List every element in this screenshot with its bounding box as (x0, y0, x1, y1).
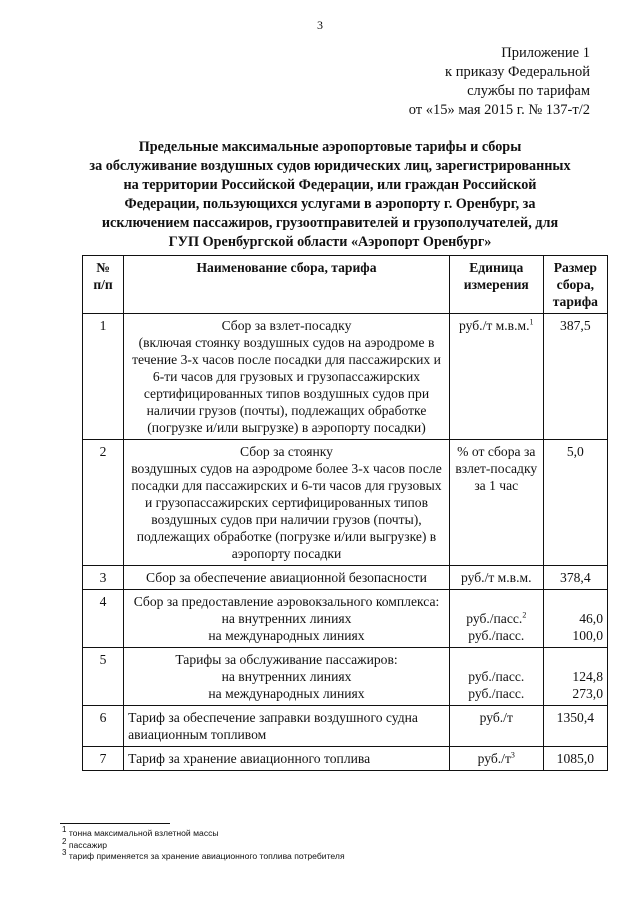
appendix-line: от «15» мая 2015 г. № 137-т/2 (408, 102, 590, 118)
footnote (62, 848, 345, 863)
row-size (543, 648, 607, 706)
table-row (83, 314, 608, 440)
size-value: 100,0 (572, 628, 603, 643)
header-name: Наименование сбора, тарифа (124, 256, 450, 314)
header-num-line: № (96, 260, 110, 275)
row-unit (449, 590, 543, 648)
unit-text: руб./пасс. (468, 628, 525, 643)
table-header-row (83, 256, 608, 314)
footnote-mark: 3 (62, 848, 67, 858)
row-name (124, 648, 450, 706)
header-unit-line: измерения (463, 277, 529, 292)
row-name (124, 440, 450, 566)
title-line: за обслуживание воздушных судов юридических лиц, зарегистрированных (89, 158, 571, 174)
table-row (83, 747, 608, 771)
row-name-head: Сбор за предоставление аэровокзального комплекса: (133, 594, 440, 609)
row-name (124, 314, 450, 440)
row-unit: руб./т м.в.м. (449, 566, 543, 590)
row-name-head: Тарифы за обслуживание пассажиров: (175, 652, 398, 667)
header-size (543, 256, 607, 314)
footnote-mark: 2 (62, 836, 67, 846)
page-number: 3 (317, 18, 323, 32)
table-row (83, 566, 608, 590)
header-size-line: Размер (553, 260, 597, 275)
row-size (543, 590, 607, 648)
row-unit (449, 648, 543, 706)
footnote-text: пассажир (68, 839, 107, 850)
appendix-line: Приложение 1 (501, 45, 590, 61)
title-line: Федерации, пользующихся услугами в аэропорту г. Оренбург, за (124, 196, 536, 212)
unit-text: руб./пасс. (466, 611, 523, 626)
row-num: 5 (83, 648, 124, 706)
footnote-mark: 1 (62, 825, 67, 835)
title-line: исключением пассажиров, грузоотправителей и грузополучателей, для (101, 215, 559, 231)
unit-text: руб./т (477, 751, 511, 766)
sub-row-label: на внутренних линиях (221, 669, 352, 684)
row-unit (449, 314, 543, 440)
row-size: 378,4 (543, 566, 607, 590)
row-num: 7 (83, 747, 124, 771)
row-name-head: Сбор за стоянку (239, 444, 333, 459)
row-unit: % от сбора за взлет-посадку за 1 час (449, 440, 543, 566)
row-name (124, 590, 450, 648)
title-line: ГУП Оренбургской области «Аэропорт Оренбург» (168, 234, 492, 250)
footnote-ref: 1 (529, 317, 534, 327)
row-num: 2 (83, 440, 124, 566)
row-size: 1085,0 (543, 747, 607, 771)
sub-row-label: на международных линиях (208, 686, 365, 701)
row-num: 6 (83, 706, 124, 747)
footnotes (62, 825, 345, 863)
table-row (83, 440, 608, 566)
row-num: 4 (83, 590, 124, 648)
appendix-line: к приказу Федеральной (445, 64, 590, 80)
footnote (62, 825, 345, 840)
sub-row-label: на международных линиях (208, 628, 365, 643)
row-name: Тариф за обеспечение заправки воздушного судна авиационным топливом (124, 706, 450, 747)
row-size: 387,5 (543, 314, 607, 440)
title-line: Предельные максимальные аэропортовые тарифы и сборы (138, 139, 522, 155)
footnote-ref: 2 (522, 610, 527, 620)
footnote-ref: 3 (510, 750, 515, 760)
row-name-body: воздушных судов на аэродроме более 3-х часов после посадки для пассажирских и 6-ти часов для грузовых и грузопассажирских сертифицированных типов воздушных судов при наличии грузов (почты), подлежащих обработке (погрузке и/или выгрузке) в аэропорту посадки (131, 461, 442, 561)
footnote-text: тариф применяется за хранение авиационного топлива потребителя (68, 851, 345, 861)
table-row (83, 590, 608, 648)
footnote (62, 836, 345, 852)
row-num: 3 (83, 566, 124, 590)
size-value: 46,0 (579, 611, 603, 626)
document-title (60, 138, 600, 252)
header-unit-line: Единица (469, 260, 524, 275)
appendix-line: службы по тарифам (467, 83, 590, 99)
unit-text: руб./пасс. (468, 669, 525, 684)
table-row (83, 648, 608, 706)
row-name-head: Сбор за взлет-посадку (221, 318, 352, 333)
row-unit: руб./т (449, 706, 543, 747)
header-size-line: сбора, (556, 277, 595, 292)
header-num-line: п/п (93, 277, 113, 292)
header-num (83, 256, 124, 314)
row-name-body: (включая стоянку воздушных судов на аэродроме в течение 3-х часов после посадки для пассажирских и 6-ти часов для грузовых и грузопассажирских сертифицированных типов воздушных судов при наличии грузов (почты), подлежащих обработке (погрузке и/или выгрузке) в аэропорту посадки) (132, 335, 441, 435)
size-value: 273,0 (572, 686, 603, 701)
footnote-text: тонна максимальной взлетной массы (68, 828, 219, 838)
appendix-block (409, 44, 590, 120)
unit-text: руб./т м.в.м. (459, 318, 530, 333)
row-name: Тариф за хранение авиационного топлива (124, 747, 450, 771)
row-size: 5,0 (543, 440, 607, 566)
sub-row-label: на внутренних линиях (221, 611, 352, 626)
footnote-divider (60, 823, 170, 824)
header-size-line: тарифа (552, 294, 598, 309)
row-num: 1 (83, 314, 124, 440)
unit-text: руб./пасс. (468, 686, 525, 701)
row-name: Сбор за обеспечение авиационной безопасности (124, 566, 450, 590)
header-unit (449, 256, 543, 314)
title-line: на территории Российской Федерации, или граждан Российской (123, 177, 537, 193)
table-row (83, 706, 608, 747)
row-unit (449, 747, 543, 771)
size-value: 124,8 (572, 669, 603, 684)
tariff-table (82, 255, 608, 771)
row-size: 1350,4 (543, 706, 607, 747)
